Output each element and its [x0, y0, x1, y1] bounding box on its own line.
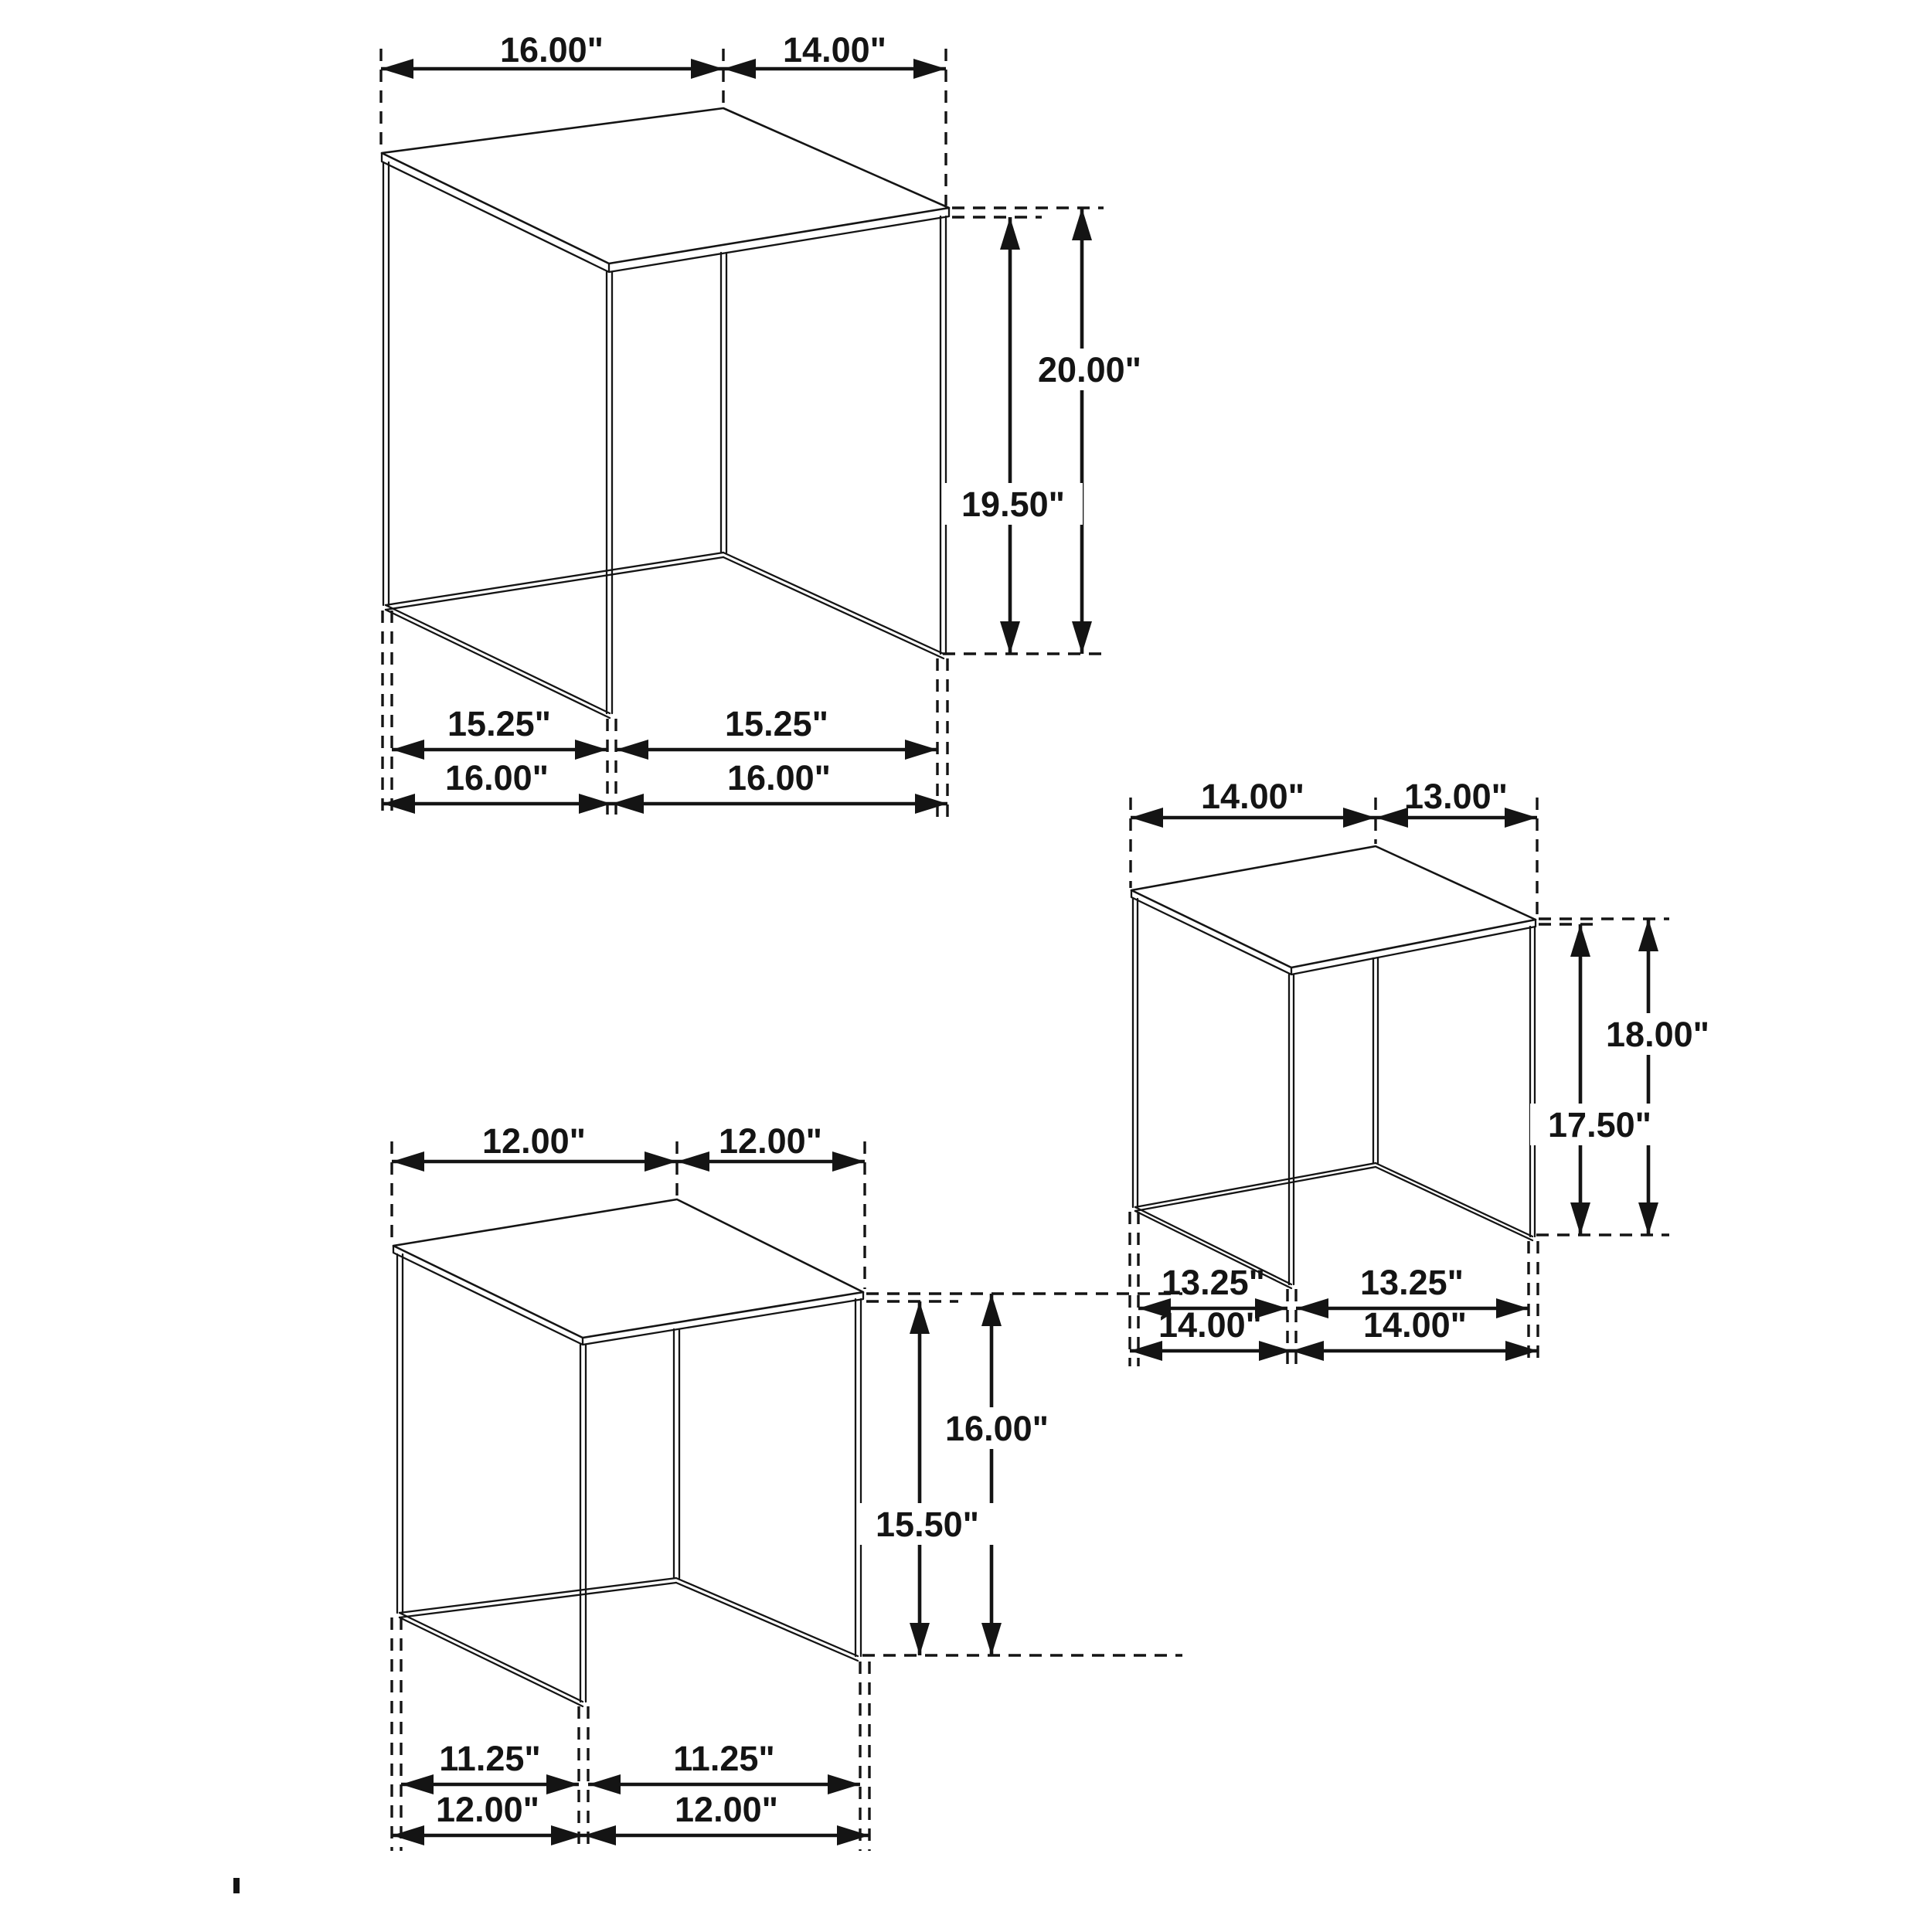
small-top-width-label: 12.00"	[482, 1121, 586, 1161]
stray-tick-mark	[233, 1878, 240, 1893]
small-back-leg	[674, 1329, 679, 1578]
small-base-inner-right-label: 11.25"	[673, 1739, 775, 1778]
small-inner-height-label: 15.50"	[876, 1505, 979, 1544]
large-base-inner-right-label: 15.25"	[725, 704, 828, 743]
large-outer-height-label: 20.00"	[1038, 350, 1141, 389]
large-base-outer-right-label: 16.00"	[727, 758, 831, 798]
medium-base-outer-right-label: 14.00"	[1363, 1305, 1467, 1345]
small-base-inner-left-label: 11.25"	[439, 1739, 541, 1778]
large-front-leg	[607, 272, 612, 713]
large-inner-height-label: 19.50"	[961, 485, 1065, 524]
large-top-width-label: 16.00"	[500, 30, 604, 70]
medium-front-leg	[1289, 975, 1294, 1284]
small-base-outer-left-label: 12.00"	[436, 1790, 539, 1829]
large-left-leg	[383, 162, 389, 605]
medium-base-inner-left-label: 13.25"	[1162, 1263, 1265, 1302]
medium-table-drawing	[1130, 777, 1727, 1366]
large-left-front-stretcher	[386, 605, 610, 718]
large-tabletop	[382, 108, 949, 264]
medium-base-outer-left-label: 14.00"	[1158, 1305, 1262, 1345]
medium-top-width-label: 14.00"	[1201, 777, 1304, 816]
large-right-leg	[940, 216, 946, 654]
medium-right-leg	[1530, 927, 1535, 1236]
small-base-outer-right-label: 12.00"	[675, 1790, 778, 1829]
large-top-depth-label: 14.00"	[783, 30, 886, 70]
small-tabletop	[393, 1199, 863, 1338]
medium-left-back-stretcher	[1135, 1163, 1376, 1211]
large-left-back-stretcher	[386, 553, 723, 610]
large-table-drawing	[381, 30, 1159, 819]
small-left-front-stretcher	[400, 1613, 583, 1706]
small-right-extension-lines	[862, 1294, 1182, 1655]
small-table-frame	[393, 1199, 863, 1706]
small-right-leg	[855, 1299, 861, 1656]
medium-inner-height-label: 17.50"	[1548, 1105, 1651, 1145]
large-right-extension-lines	[943, 208, 1104, 654]
large-base-outer-left-label: 16.00"	[445, 758, 549, 798]
small-table-drawing	[392, 1121, 1182, 1851]
large-table-frame	[382, 108, 949, 718]
small-top-depth-label: 12.00"	[719, 1121, 822, 1161]
medium-top-depth-label: 13.00"	[1404, 777, 1508, 816]
small-left-leg	[397, 1254, 403, 1613]
medium-dimensions	[1130, 777, 1727, 1351]
medium-left-leg	[1133, 899, 1138, 1207]
medium-table-frame	[1131, 846, 1536, 1288]
small-outer-height-label: 16.00"	[945, 1409, 1049, 1448]
medium-back-right-stretcher	[1376, 1163, 1532, 1240]
small-left-back-stretcher	[400, 1578, 676, 1617]
small-front-leg	[580, 1345, 586, 1702]
large-base-inner-left-label: 15.25"	[447, 704, 551, 743]
medium-base-inner-right-label: 13.25"	[1360, 1263, 1464, 1302]
large-back-leg	[721, 253, 726, 553]
small-back-right-stretcher	[676, 1578, 858, 1661]
medium-tabletop	[1131, 846, 1536, 968]
medium-back-leg	[1373, 958, 1378, 1163]
large-back-right-stretcher	[723, 553, 944, 658]
medium-outer-height-label: 18.00"	[1606, 1015, 1709, 1054]
